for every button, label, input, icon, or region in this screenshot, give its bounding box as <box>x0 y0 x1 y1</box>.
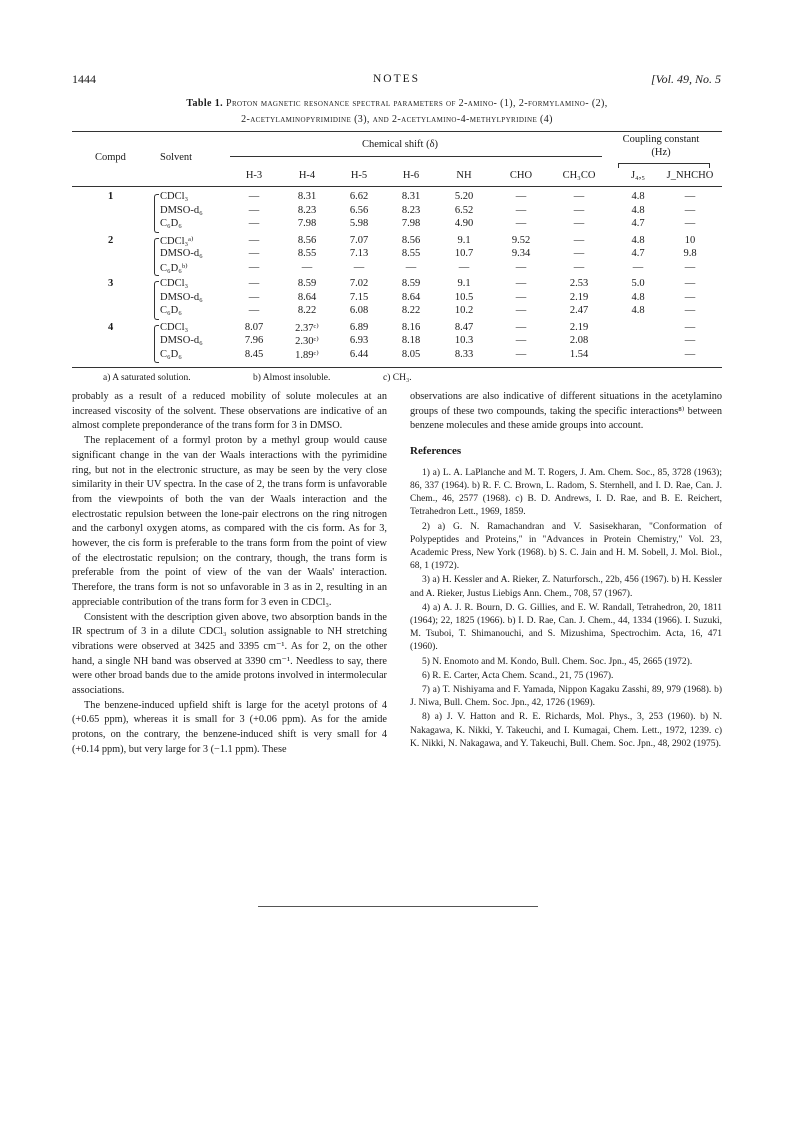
table-cell: 8.56 <box>297 234 317 246</box>
table-cell: 8.07 <box>244 321 264 333</box>
compd-cell: 1 <box>108 191 114 202</box>
shift-group-rule <box>230 156 602 157</box>
header-chemical-shift: Chemical shift (δ) <box>361 139 439 150</box>
table-cell: 2.08 <box>569 335 589 346</box>
table-cell: 8.64 <box>401 291 421 303</box>
reference-item: 6) R. E. Carter, Acta Chem. Scand., 21, 75 (1967). <box>422 670 614 681</box>
sub-header-cell: J₄,₅ <box>630 170 646 181</box>
running-head: NOTES <box>372 73 421 85</box>
sub-header-cell: J_NHCHO <box>666 170 714 181</box>
table-cell: 5.0 <box>631 278 645 289</box>
table-cell: — <box>515 191 527 202</box>
table-cell: 5.20 <box>454 191 474 202</box>
solvent-cell: CDCl₃ <box>160 321 189 333</box>
table-cell: — <box>248 261 260 273</box>
table-cell: — <box>684 191 696 202</box>
table-cell: 6.52 <box>454 204 474 216</box>
table-cell: — <box>684 348 696 360</box>
table-cell: — <box>248 218 260 229</box>
table-cell: 8.31 <box>297 191 317 202</box>
solvent-cell: DMSO-d₆ <box>160 335 203 346</box>
table-cell: 8.23 <box>401 204 421 216</box>
solvent-cell: C₆D₆ <box>160 348 182 360</box>
table-cell: 2.47 <box>569 305 589 316</box>
solvent-brace <box>154 325 159 364</box>
table-cell: 7.02 <box>349 278 369 289</box>
table-cell: 8.05 <box>401 348 421 360</box>
table-cell: — <box>684 291 696 303</box>
table-cell: — <box>515 335 527 346</box>
table-caption-text1: Proton magnetic resonance spectral parameters of 2-amino- (1), 2-formylamino- (2), <box>225 98 608 109</box>
table-cell: 8.56 <box>401 234 421 246</box>
table-cell: 4.7 <box>631 218 645 229</box>
table-cell: — <box>515 348 527 360</box>
header-coupling-unit: (Hz) <box>651 147 671 158</box>
table-cell: 9.1 <box>457 234 471 246</box>
solvent-cell: CDCl₃ <box>160 191 189 202</box>
table-cell: — <box>458 261 470 273</box>
solvent-cell: CDCl₃ᵃ⁾ <box>160 235 194 247</box>
table-cell: 9.8 <box>683 248 697 259</box>
table-bottom-rule <box>72 367 722 368</box>
table-cell: 9.52 <box>511 234 531 246</box>
table-cell: — <box>515 261 527 273</box>
table-cell: — <box>405 261 417 273</box>
table-cell: — <box>515 218 527 229</box>
reference-item: 5) N. Enomoto and M. Kondo, Bull. Chem. Soc. Jpn., 45, 2665 (1972). <box>422 656 693 667</box>
table-cell: — <box>684 204 696 216</box>
left-column <box>72 390 387 758</box>
table-cell: 8.18 <box>401 335 421 346</box>
table-cell: 4.8 <box>631 291 645 303</box>
paragraph: Consistent with the description given above, two absorption bands in the IR spectrum of 3 in a dilute CDCl₃ solution assignable to NH stretching vibrations were observed at 3425 and 3395 cm⁻¹. As for 2, on the other hand, a single NH band was observed at 3390 cm⁻¹. Needless to say, there were other broad bands due to the amide protons involved in intermolecular associations. <box>72 611 387 697</box>
table-cell: 9.1 <box>457 278 471 289</box>
table-cell: 6.56 <box>349 204 369 216</box>
table-cell: — <box>353 261 365 273</box>
table-cell: — <box>248 291 260 303</box>
table-cell: — <box>573 234 585 246</box>
footnote-b: b) Almost insoluble. <box>253 373 331 383</box>
reference-item: 8) a) J. V. Hatton and R. E. Richards, Mol. Phys., 3, 253 (1960). b) N. Nakagawa, K. Nikki, Y. Takeuchi, and I. Kumagai, Chem. Lett., 1972, 1239. c) K. Nikki, N. Nakagawa, and Y. Takeuchi, Bull. Chem. Soc. Jpn., 48, 2902 (1975). <box>410 712 722 749</box>
table-cell: — <box>248 204 260 216</box>
table-cell: 4.8 <box>631 305 645 316</box>
table-cell: 1.89ᶜ⁾ <box>295 349 319 361</box>
volume-label: [Vol. 49, No. 5 <box>650 72 721 86</box>
compd-cell: 4 <box>108 321 114 333</box>
sub-header-cell: CH₃CO <box>562 170 596 181</box>
solvent-brace <box>154 238 159 277</box>
table-cell: — <box>573 248 585 259</box>
table-cell: 2.37ᶜ⁾ <box>295 322 319 334</box>
table-cell: 5.98 <box>349 218 369 229</box>
table-cell: 8.64 <box>297 291 317 303</box>
table-cell: 1.54 <box>569 348 589 360</box>
footnote-a: a) A saturated solution. <box>103 373 191 383</box>
table-cell: 4.8 <box>631 204 645 216</box>
solvent-cell: C₆D₆ <box>160 218 182 229</box>
table-cell: 7.07 <box>349 234 369 246</box>
table-cell: 9.34 <box>511 248 531 259</box>
table-cell: 4.8 <box>631 234 645 246</box>
table-cell: 4.8 <box>631 191 645 202</box>
table-cell: 2.53 <box>569 278 589 289</box>
paragraph: probably as a result of a reduced mobility of solute molecules at an increased viscosity of the solvent. These observations are indicative of an almost complete preponderance of the trans form for 3 in DMSO. <box>72 391 387 432</box>
reference-item: 3) a) H. Kessler and A. Rieker, Z. Naturforsch., 22b, 456 (1967). b) H. Kessler and A. Rieker, Justus Liebigs Ann. Chem., 708, 57 (1967). <box>410 575 722 599</box>
table-cell: — <box>248 278 260 289</box>
table-cell: — <box>684 261 696 273</box>
solvent-cell: C₆D₆ᵇ⁾ <box>160 262 188 274</box>
table-cell: — <box>684 321 696 333</box>
solvent-cell: C₆D₆ <box>160 305 182 316</box>
reference-item: 4) a) A. J. R. Bourn, D. G. Gillies, and E. W. Randall, Tetrahedron, 20, 1811 (1964); 22, 1825 (1966). b) I. D. Rae, Can. J. Chem., 44, 1334 (1966). I. Suzuki, M. Tsuboi, T. Shimanouchi, and S. Mizushima, Spectrochim. Acta, 16, 471 (1960). <box>410 602 722 653</box>
table-cell: 6.62 <box>349 191 369 202</box>
table-cell: 6.89 <box>349 321 369 333</box>
table-caption-line1 <box>72 97 722 111</box>
solvent-cell: DMSO-d₆ <box>160 291 203 303</box>
table-cell: — <box>515 305 527 316</box>
table-cell: 7.13 <box>349 248 369 259</box>
table-cell: — <box>684 278 696 289</box>
table-cell: — <box>573 191 585 202</box>
right-column <box>410 390 722 752</box>
solvent-cell: DMSO-d₆ <box>160 204 203 216</box>
table-cell: — <box>573 218 585 229</box>
table-cell: — <box>684 218 696 229</box>
table-cell: 8.55 <box>401 248 421 259</box>
table-cell: 8.47 <box>454 321 474 333</box>
table-cell: — <box>515 278 527 289</box>
table-cell: 8.59 <box>401 278 421 289</box>
table-cell: — <box>515 291 527 303</box>
table-cell: 8.45 <box>244 348 264 360</box>
table-cell: — <box>248 248 260 259</box>
paragraph: The benzene-induced upfield shift is large for the acetyl protons of 4 (+0.65 ppm), whereas it is small for 3 (+0.06 ppm). As for the amide protons, on the contrary, the benzene-induced shift is very small for 4 (+0.14 ppm), but very large for 3 (−1.1 ppm). These <box>72 699 387 755</box>
compd-cell: 3 <box>108 278 114 289</box>
sub-header-cell: NH <box>456 170 472 181</box>
table-cell: — <box>632 261 644 273</box>
table-cell: 8.55 <box>297 248 317 259</box>
header-solvent: Solvent <box>160 152 193 163</box>
table-cell: 8.23 <box>297 204 317 216</box>
paragraph: observations are also indicative of different situations in the acetylamino groups of these two compounds, taking the specific interactions⁸⁾ between benzene molecules and these amide groups into account. <box>410 391 722 432</box>
table-cell: — <box>515 321 527 333</box>
table-cell: 6.08 <box>349 305 369 316</box>
table-cell: — <box>515 204 527 216</box>
solvent-brace <box>154 281 159 320</box>
table-cell: — <box>248 191 260 202</box>
table-cell: 6.44 <box>349 348 369 360</box>
table-cell: — <box>573 261 585 273</box>
compd-cell: 2 <box>108 234 114 246</box>
coupling-group-rule <box>618 163 710 168</box>
end-rule <box>258 906 538 907</box>
table-cell: 6.93 <box>349 335 369 346</box>
reference-item: 1) a) L. A. LaPlanche and M. T. Rogers, J. Am. Chem. Soc., 85, 3728 (1963); 86, 337 (1964). b) R. F. C. Brown, L. Radom, S. Sternhell, and I. D. Rae, Can. J. Chem., 46, 2577 (1968). c) B. D. Andrews, I. D. Rae, and B. E. Reichert, Tetrahedron Lett., 1969, 1859. <box>410 467 722 518</box>
table-cell: — <box>684 335 696 346</box>
table-cell: 8.59 <box>297 278 317 289</box>
references-heading: References <box>410 445 462 458</box>
table-top-rule <box>72 131 722 132</box>
table-cell: 8.31 <box>401 191 421 202</box>
solvent-cell: CDCl₃ <box>160 278 189 289</box>
table-cell: 7.15 <box>349 291 369 303</box>
table-cell: 4.7 <box>631 248 645 259</box>
table-cell: — <box>301 261 313 273</box>
table-cell: 8.22 <box>401 305 421 316</box>
table-cell: 10.2 <box>454 305 474 316</box>
sub-header-cell: H-6 <box>402 170 420 181</box>
table-cell: 4.90 <box>454 218 474 229</box>
table-cell: — <box>684 305 696 316</box>
table-cell: 8.22 <box>297 305 317 316</box>
sub-header-cell: H-3 <box>245 170 263 181</box>
table-cell: 2.19 <box>569 291 589 303</box>
table-cell: — <box>573 204 585 216</box>
table-cell: 7.96 <box>244 335 264 346</box>
table-cell: 8.16 <box>401 321 421 333</box>
header-coupling-constant: Coupling constant <box>622 134 700 145</box>
paragraph: The replacement of a formyl proton by a methyl group would cause significant change in the van der Waals interactions with the pyrimidine ring, but not in the electronic structure, as may be seen by the very close similarity in their UV spectra. In the case of 2, the trans form is unfavorable from the viewpoints of both the van der Waals interaction and the electrostatic repulsion between the lone-pair electrons on the ring nitrogen and the carbonyl oxygen atoms, as compared with the cis form. As for 3, however, the cis form is preferable to the trans form from the point of view of the electrostatic repulsion; on the contrary, though, the trans form is preferable from the point of view of the van der Waals' interaction. Therefore, the trans form is not so unfavorable in 3 as in 2, resulting in an appreciable contribution of the trans form for 3 even in CDCl₃. <box>72 435 387 608</box>
footnote-c: c) CH₃. <box>383 373 412 383</box>
table-cell: 10.5 <box>454 291 474 303</box>
table-cell: 2.19 <box>569 321 589 333</box>
table-cell: 2.30ᶜ⁾ <box>295 336 319 347</box>
sub-header-cell: H-5 <box>350 170 368 181</box>
table-cell: 10 <box>684 234 696 246</box>
header-bottom-rule <box>72 186 722 187</box>
solvent-cell: DMSO-d₆ <box>160 248 203 259</box>
sub-header-cell: H-4 <box>298 170 316 181</box>
table-cell: 7.98 <box>297 218 317 229</box>
header-compd: Compd <box>95 152 126 163</box>
reference-item: 2) a) G. N. Ramachandran and V. Sasisekharan, "Conformation of Polypeptides and Proteins," in "Advances in Protein Chemistry," Vol. 23, Academic Press, New York (1968). b) S. C. Jain and H. M. Sobell, J. Mol. Biol., 68, 1 (1972). <box>410 521 722 572</box>
solvent-brace <box>154 194 159 233</box>
sub-header-cell: CHO <box>509 170 533 181</box>
table-cell: 8.33 <box>454 348 474 360</box>
table-cell: — <box>248 234 260 246</box>
table-cell: 10.3 <box>454 335 474 346</box>
page-number: 1444 <box>72 72 96 86</box>
table-cell: 10.7 <box>454 248 474 259</box>
reference-item: 7) a) T. Nishiyama and F. Yamada, Nippon Kagaku Zasshi, 89, 979 (1968). b) J. Niwa, Bull. Chem. Soc. Jpn., 42, 1726 (1969). <box>410 685 722 709</box>
references-list <box>410 467 722 751</box>
table-cell: 7.98 <box>401 218 421 229</box>
table-caption-line2: 2-acetylaminopyrimidine (3), and 2-acetylamino-4-methylpyridine (4) <box>241 114 553 125</box>
table-caption-label: Table 1. <box>186 98 224 109</box>
table-cell: — <box>248 305 260 316</box>
